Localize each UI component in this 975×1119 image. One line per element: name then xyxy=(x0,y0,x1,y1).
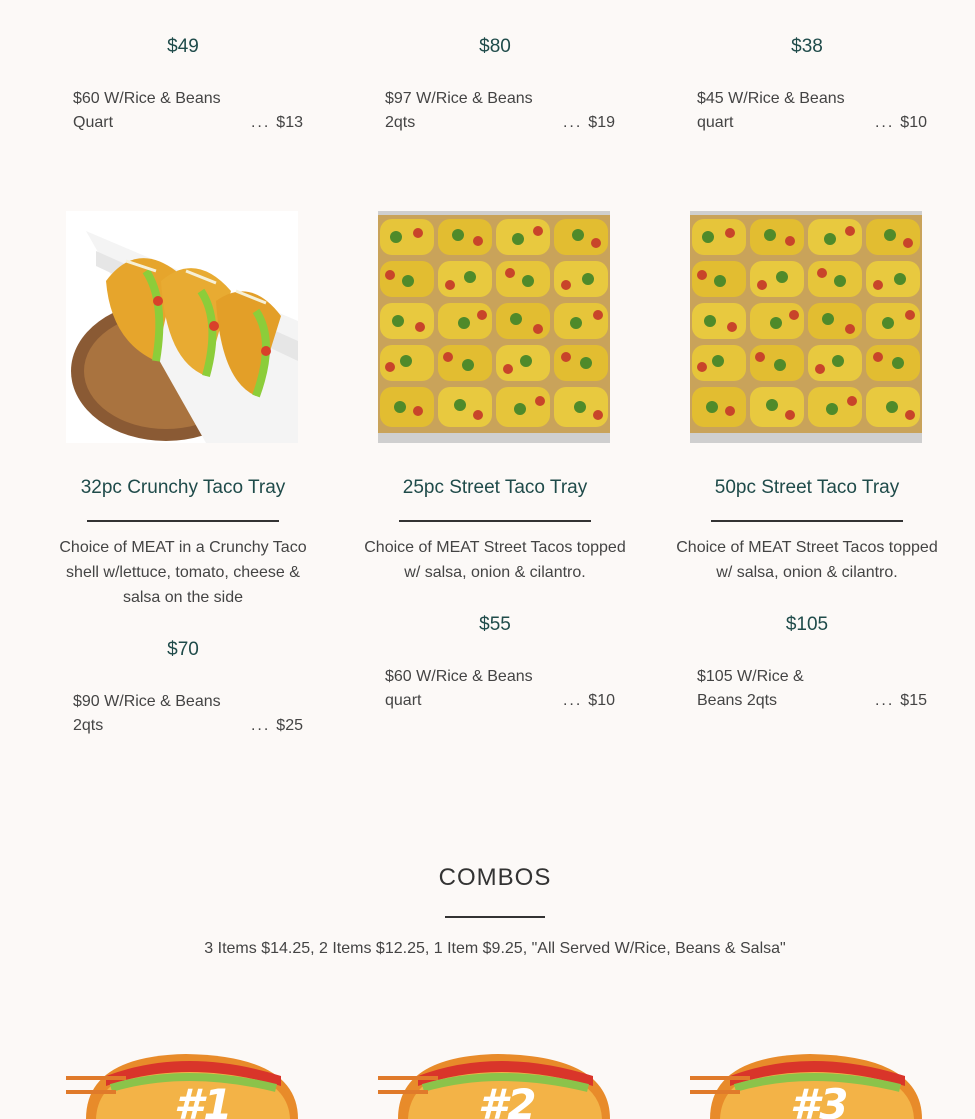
addon-dots: ... xyxy=(874,114,895,131)
addon-price: $25 xyxy=(276,717,303,734)
addon-label: $60 W/Rice & Beans Quart xyxy=(73,90,221,131)
addon-label: $45 W/Rice & Beans quart xyxy=(697,90,845,131)
combo-1-taco-image[interactable] xyxy=(66,1046,298,1119)
addon-price: $19 xyxy=(588,114,615,131)
item-price: $55 xyxy=(479,614,511,635)
svg-text:#1: #1 xyxy=(174,1080,233,1119)
addon-option xyxy=(73,87,303,135)
item-price: $80 xyxy=(479,36,511,57)
item-title: 50pc Street Taco Tray xyxy=(714,477,900,498)
street-taco-tray-photo[interactable] xyxy=(690,211,922,443)
addon-price: $10 xyxy=(900,114,927,131)
svg-text:#2: #2 xyxy=(478,1080,537,1119)
combo-2-taco-image[interactable] xyxy=(378,1046,610,1119)
item-price: $105 xyxy=(785,614,829,635)
addon-option xyxy=(385,87,615,135)
addon-price: $10 xyxy=(588,692,615,709)
addon-price: $13 xyxy=(276,114,303,131)
title-divider xyxy=(399,520,591,522)
addon-price: $15 xyxy=(900,692,927,709)
item-price: $38 xyxy=(791,36,823,57)
title-divider xyxy=(87,520,279,522)
item-title: 32pc Crunchy Taco Tray xyxy=(80,477,286,498)
combos-divider xyxy=(445,916,545,918)
addon-option xyxy=(697,87,927,135)
addon-dots: ... xyxy=(874,692,895,709)
addon-dots: ... xyxy=(250,114,271,131)
addon-option xyxy=(697,665,927,713)
item-description: Choice of MEAT Street Tacos topped w/ salsa, onion & cilantro. xyxy=(676,539,938,581)
combos-heading: COMBOS xyxy=(438,864,552,891)
street-taco-tray-photo[interactable] xyxy=(378,211,610,443)
item-description: Choice of MEAT in a Crunchy Taco shell w/lettuce, tomato, cheese & salsa on the side xyxy=(59,539,307,606)
item-title: 25pc Street Taco Tray xyxy=(402,477,588,498)
combo-3-taco-image[interactable] xyxy=(690,1046,922,1119)
addon-label: $105 W/Rice & Beans 2qts xyxy=(697,668,804,709)
item-description: Choice of MEAT Street Tacos topped w/ salsa, onion & cilantro. xyxy=(364,539,626,581)
item-price: $49 xyxy=(167,36,199,57)
addon-option xyxy=(73,690,303,738)
addon-dots: ... xyxy=(562,114,583,131)
title-divider xyxy=(711,520,903,522)
combos-description: 3 Items $14.25, 2 Items $12.25, 1 Item $9.25, "All Served W/Rice, Beans & Salsa" xyxy=(204,940,786,957)
addon-label: $90 W/Rice & Beans 2qts xyxy=(73,693,221,734)
item-price: $70 xyxy=(167,639,199,660)
addon-option xyxy=(385,665,615,713)
svg-text:#3: #3 xyxy=(790,1080,849,1119)
addon-label: $60 W/Rice & Beans quart xyxy=(385,668,533,709)
addon-dots: ... xyxy=(250,717,271,734)
crunchy-taco-tray-photo[interactable] xyxy=(66,211,298,443)
addon-dots: ... xyxy=(562,692,583,709)
addon-label: $97 W/Rice & Beans 2qts xyxy=(385,90,533,131)
